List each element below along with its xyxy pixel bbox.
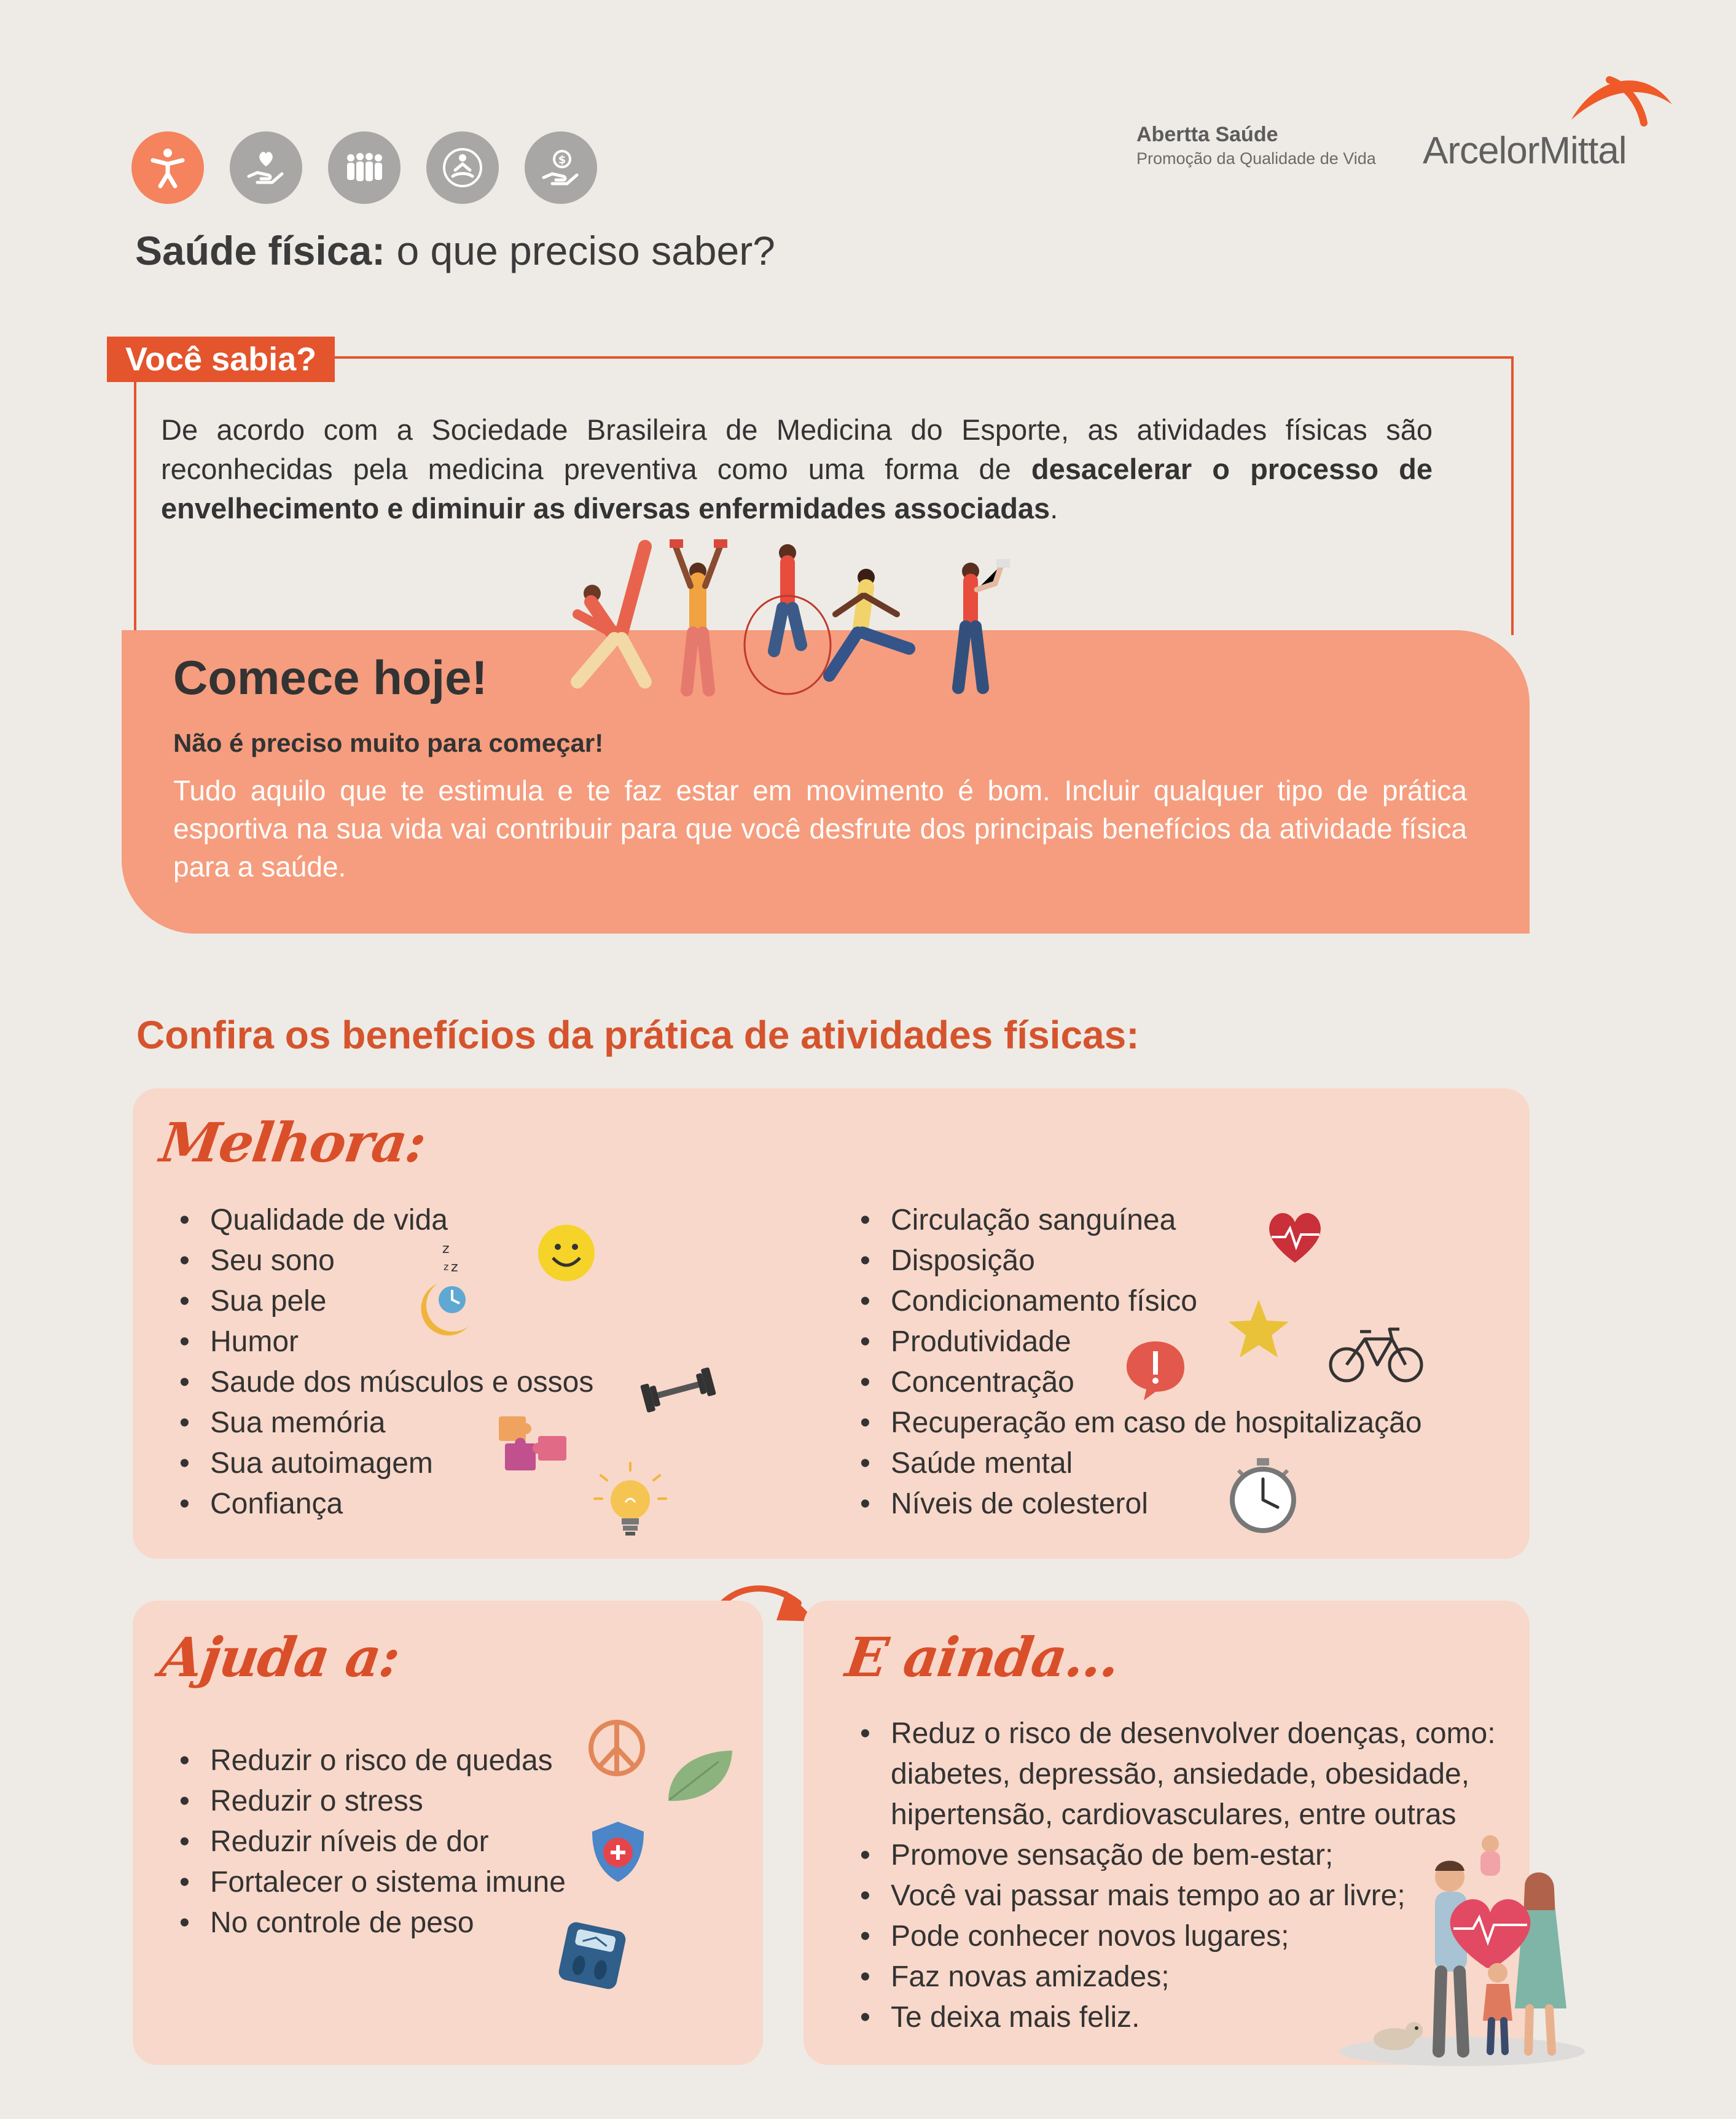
star-icon <box>1225 1296 1292 1364</box>
list-item: • Pode conhecer novos lugares; <box>851 1916 1515 1957</box>
list-item: • Concentração <box>851 1362 1490 1403</box>
improves-title: Melhora: <box>156 1110 429 1174</box>
svg-text:z: z <box>451 1260 458 1275</box>
list-item: • Sua memória <box>171 1403 724 1443</box>
list-item: • Te deixa mais feliz. <box>851 1997 1515 2038</box>
page-title-rest: o que preciso saber? <box>385 228 775 273</box>
exclamation-bubble-icon <box>1122 1337 1189 1404</box>
family-heart-illustration <box>1333 1830 1591 2070</box>
smiley-face-icon <box>536 1222 597 1284</box>
care-hand-heart-icon[interactable] <box>230 131 302 204</box>
list-item: • Humor <box>171 1322 724 1362</box>
arcelormittal-arc-icon <box>1566 61 1677 129</box>
peace-sign-icon <box>586 1717 647 1779</box>
dumbbell-icon <box>635 1362 721 1418</box>
did-you-know-text-part: De acordo com a Sociedade Brasileira de Medicina do Esporte, as atividades físicas são reconhecidas pela medicina preventiva como uma forma de <box>161 413 1433 485</box>
physical-health-icon[interactable] <box>131 131 204 204</box>
list-item: • Reduzir níveis de dor <box>171 1822 724 1862</box>
did-you-know-tag: Você sabia? <box>107 337 335 382</box>
start-today-text: Tudo aquilo que te estimula e te faz estar em movimento é bom. Incluir qualquer tipo de prática esportiva na sua vida vai contribuir para que você desfrute dos principais benefícios da atividade física para a saúde. <box>173 775 1467 883</box>
list-item: • Sua pele <box>171 1281 724 1322</box>
exercising-people-illustration <box>553 534 1020 706</box>
benefits-heading: Confira os benefícios da prática de atividades físicas: <box>136 1013 1140 1057</box>
start-today-subtitle: Não é preciso muito para começar! <box>173 728 604 757</box>
heart-pulse-icon <box>1264 1206 1326 1268</box>
puzzle-pieces-icon <box>494 1410 574 1478</box>
list-item: • Reduzir o risco de quedas <box>171 1741 724 1781</box>
list-item: • Seu sono <box>171 1241 724 1281</box>
list-item: • Você vai passar mais tempo ao ar livre; <box>851 1876 1515 1916</box>
svg-text:$: $ <box>558 154 566 166</box>
also-title: E ainda... <box>842 1625 1123 1689</box>
page-title <box>135 227 775 274</box>
sleep-moon-icon <box>407 1241 480 1339</box>
helps-title: Ajuda a: <box>156 1625 404 1689</box>
list-item: • Disposição <box>851 1241 1490 1281</box>
list-item: • Confiança <box>171 1484 724 1524</box>
svg-text:z: z <box>442 1241 450 1257</box>
list-item: • Fortalecer o sistema imune <box>171 1862 724 1903</box>
brand-name: Abertta Saúde <box>1136 123 1278 146</box>
leaf-icon <box>663 1746 737 1807</box>
list-item: • Reduzir o stress <box>171 1781 724 1822</box>
stopwatch-icon <box>1226 1456 1300 1536</box>
weight-scale-icon <box>555 1919 629 1992</box>
start-today-title: Comece hoje! <box>173 650 488 704</box>
list-item: • No controle de peso <box>171 1903 724 1943</box>
meditation-icon[interactable] <box>426 131 499 204</box>
list-item: • Níveis de colesterol <box>851 1484 1490 1524</box>
list-item: • Condicionamento físico <box>851 1281 1490 1322</box>
svg-text:z: z <box>444 1261 449 1273</box>
brand-subtitle: Promoção da Qualidade de Vida <box>1136 149 1376 168</box>
list-item: • Recuperação em caso de hospitalização <box>851 1403 1490 1443</box>
bicycle-icon <box>1327 1321 1425 1388</box>
did-you-know-text-bold: desacelerar o processo de envelhecimento e diminuir as diversas enfermidades associadas <box>161 453 1433 525</box>
list-item: • Faz novas amizades; <box>851 1957 1515 1997</box>
company-logo: ArcelorMittal <box>1423 130 1627 172</box>
list-item: • Promove sensação de bem-estar; <box>851 1835 1515 1876</box>
list-item: • Reduz o risco de desenvolver doenças, como: diabetes, depressão, ansiedade, obesidade, hipertensão, cardiovasculares, entre outras <box>851 1714 1515 1835</box>
list-item: • Circulação sanguínea <box>851 1200 1490 1241</box>
page-title-bold: Saúde física: <box>135 228 386 273</box>
list-item: • Saude dos músculos e ossos <box>171 1362 724 1403</box>
list-item: • Qualidade de vida <box>171 1200 724 1241</box>
list-item: • Produtividade <box>851 1322 1490 1362</box>
social-group-icon[interactable] <box>328 131 401 204</box>
financial-hand-icon[interactable] <box>525 131 597 204</box>
lightbulb-icon <box>593 1462 667 1542</box>
list-item: • Saúde mental <box>851 1443 1490 1484</box>
did-you-know-text-end: . <box>1050 492 1058 525</box>
did-you-know-text <box>161 410 1433 528</box>
list-item: • Sua autoimagem <box>171 1443 724 1484</box>
immune-shield-icon <box>587 1818 649 1886</box>
